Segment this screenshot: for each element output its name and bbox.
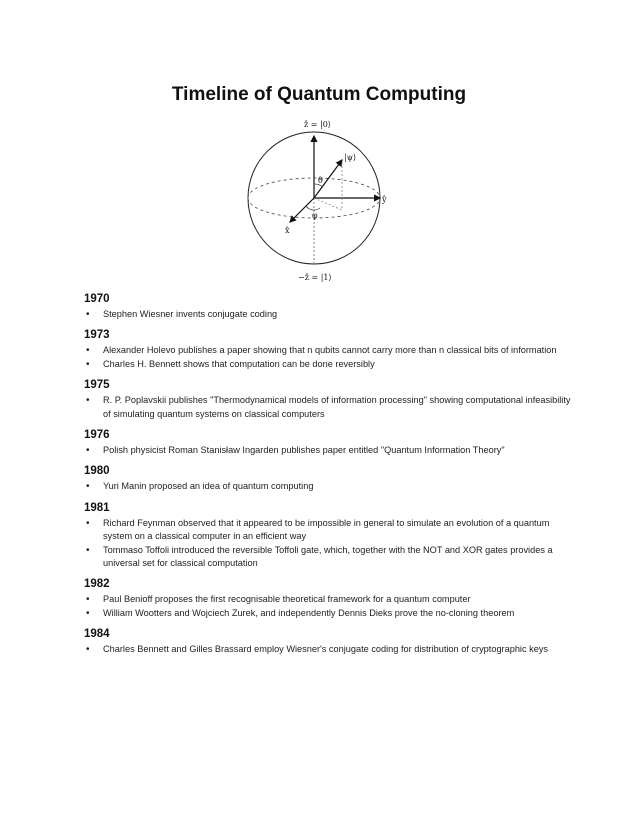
timeline-year-block (84, 428, 574, 457)
year-heading: 1973 (84, 329, 110, 342)
year-heading: 1975 (84, 379, 110, 392)
event-item: • Polish physicist Roman Stanisław Ingarden publishes paper entitled "Quantum Information Theory" (84, 444, 574, 457)
year-heading: 1980 (84, 465, 110, 478)
phi-label: φ (312, 211, 318, 220)
event-item: • Tommaso Toffoli introduced the reversible Toffoli gate, which, together with the NOT and XOR gates provides a universal set for classical computation (84, 544, 574, 571)
theta-label: θ (318, 176, 323, 185)
event-item: • Alexander Holevo publishes a paper showing that n qubits cannot carry more than n classical bits of information (84, 344, 574, 357)
timeline-year-block (84, 464, 574, 493)
event-list (84, 444, 574, 457)
year-heading: 1970 (84, 293, 110, 305)
event-item: • William Wootters and Wojciech Zurek, and independently Dennis Dieks prove the no-cloning theorem (84, 607, 574, 620)
year-heading: 1981 (84, 501, 110, 514)
phi-arc (306, 206, 320, 210)
timeline-year-block (84, 328, 574, 371)
event-list (84, 593, 574, 620)
event-list (84, 344, 574, 371)
page-title: Timeline of Quantum Computing (171, 84, 467, 105)
year-heading: 1976 (84, 429, 110, 442)
event-item: • Richard Feynman observed that it appeared to be impossible in general to simulate an evolution of a quantum system on a classical computer in an efficient way (84, 517, 574, 544)
event-list (84, 308, 574, 321)
event-item: • Charles H. Bennett shows that computation can be done reversibly (84, 358, 574, 371)
event-item: • Paul Benioff proposes the first recognisable theoretical framework for a quantum computer (84, 593, 574, 606)
event-list (84, 517, 574, 571)
year-heading: 1982 (84, 578, 110, 591)
psi-label: |ψ⟩ (344, 153, 357, 162)
timeline-year-block (84, 378, 574, 421)
timeline-year-block (84, 292, 574, 321)
x-axis-label: x̂ (285, 226, 290, 235)
event-item: • Charles Bennett and Gilles Brassard employ Wiesner's conjugate coding for distribution of cryptographic keys (84, 643, 574, 656)
event-item: • R. P. Poplavskii publishes "Thermodynamical models of information processing" showing computational infeasibility of simulating quantum systems on classical computers (84, 394, 574, 421)
x-axis-arrow (290, 198, 314, 222)
z-axis-label: ẑ = |0⟩ (304, 120, 331, 129)
projection-horizontal (314, 198, 342, 210)
bloch-sphere-diagram (238, 114, 398, 286)
event-item: • Stephen Wiesner invents conjugate coding (84, 308, 574, 321)
event-list (84, 480, 574, 493)
neg-z-axis-label: −ẑ = |1⟩ (298, 273, 332, 282)
event-item: • Yuri Manin proposed an idea of quantum computing (84, 480, 574, 493)
event-list (84, 394, 574, 421)
y-axis-label: ŷ (382, 195, 387, 204)
year-heading: 1984 (84, 628, 110, 641)
timeline-year-block (84, 577, 574, 620)
event-list (84, 643, 574, 656)
timeline-year-block (84, 501, 574, 571)
timeline (84, 292, 574, 664)
timeline-year-block (84, 627, 574, 656)
